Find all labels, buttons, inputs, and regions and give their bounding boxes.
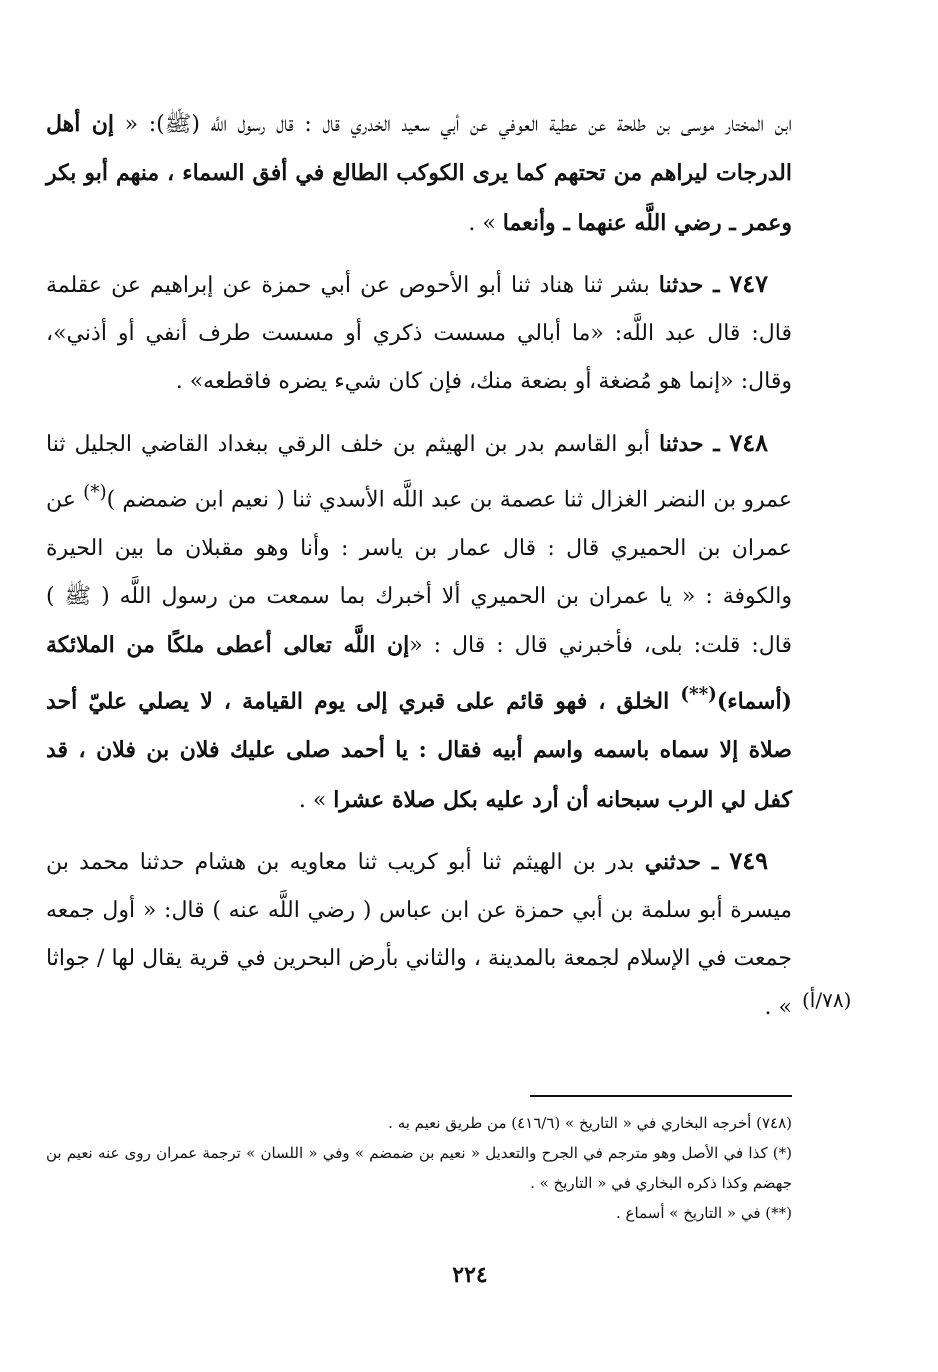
paragraph-end: » . — [468, 210, 503, 236]
footnotes — [46, 1108, 792, 1228]
paragraph-intro: ابن المختار موسى بن طلحة عن عطية العوفي عن أبي سعيد الخدري قال : قال رسول اللَّه (ﷺ): « — [113, 112, 792, 137]
hadith-number: ٧٤٩ — [729, 845, 768, 875]
footnote-marker: (*) — [83, 482, 107, 504]
hadith-number: ٧٤٨ — [729, 427, 768, 457]
hadith-747 — [46, 260, 792, 407]
hadith-749 — [46, 837, 792, 1032]
hadith-748 — [46, 419, 792, 825]
footnote-marker: (**) — [680, 683, 717, 705]
paragraph-continuation — [46, 100, 792, 248]
page-number: ٢٢٤ — [452, 1262, 488, 1288]
hadith-quote: إن أهل الدرجات ليراهم من تحتهم كما يرى الكوكب الطالع في أفق السماء ، منهم أبو بكر وعمر ـ رضي اللَّه عنهما ـ وأنعما — [46, 111, 792, 236]
manuscript-folio-marker: (٧٨/أ) — [802, 988, 852, 1012]
paragraph-end: » . — [298, 787, 334, 813]
hadith-number: ٧٤٧ — [729, 268, 768, 298]
hadith-head: ـ حدثني — [644, 848, 730, 875]
footnote-divider — [530, 1095, 792, 1097]
footnote: (**) في « التاريخ » أسماع . — [616, 1204, 792, 1222]
main-text — [46, 100, 792, 1044]
footnote: (٧٤٨) أخرجه البخاري في « التاريخ » (٤١٦/٦) من طريق نعيم به . — [388, 1114, 792, 1132]
hadith-head: ـ حدثنا — [658, 271, 730, 298]
hadith-text-continued: عن عمران بن الحميري قال : قال عمار بن ياسر : وأنا وهو مقبلان ما بين الحيرة والكوفة : « يا عمران بن الحميري ألا أخبرك بما سمعت من رسول اللَّه ( ﷺ ) قال: قلت: بلى، فأخبرني قال : قال : « — [46, 487, 793, 659]
hadith-text: بشر ثنا هناد ثنا أبو الأحوص عن أبي حمزة عن إبراهيم عن عقلمة قال: قال عبد اللَّه: «ما أبالي مسست ذكري أو مسست طرف أنفي أو أذني»، وقال: «إنما هو مُضغة أو بضعة منك، فإن كان شيء يضره فاقطعه» . — [46, 272, 792, 395]
hadith-head: ـ حدثنا — [658, 430, 730, 457]
hadith-text: بدر بن الهيثم ثنا أبو كريب ثنا معاويه بن هشام حدثنا محمد بن ميسرة أبو سلمة بن أبي حمزة عن ابن عباس ( رضي اللَّه عنه ) قال: « أول جمعه جمعت في الإسلام لجمعة بالمدينة ، والثاني بأرض البحرين في قرية يقال لها / جواثا » . — [46, 849, 792, 1020]
footnote: (*) كذا في الأصل وهو مترجم في الجرح والتعديل « نعيم بن ضمضم » وفي « اللسان » ترجمة عمران روى عنه نعيم بن جهضم وكذا ذكره البخاري في « التاريخ » . — [46, 1144, 792, 1192]
hadith-quote: إن اللَّه تعالى أعطى ملكًا من الملائكة (أسماء) — [46, 632, 792, 714]
hadith-quote-continued: الخلق ، فهو قائم على قبري إلى يوم القيامة ، لا يصلي عليّ أحد صلاة إلا سماه باسمه واسم أبيه فقال : يا أحمد صلى عليك فلان بن فلان ، قد كفل لي الرب سبحانه أن أرد عليه بكل صلاة عشرا — [46, 687, 792, 813]
hadith-text: أبو القاسم بدر بن الهيثم بن خلف الرقي ببغداد القاضي الجليل ثنا عمرو بن النضر الغزال ثنا عصمة بن عبد اللَّه الأسدي ثنا ( نعيم ابن ضمضم ) — [46, 431, 792, 513]
